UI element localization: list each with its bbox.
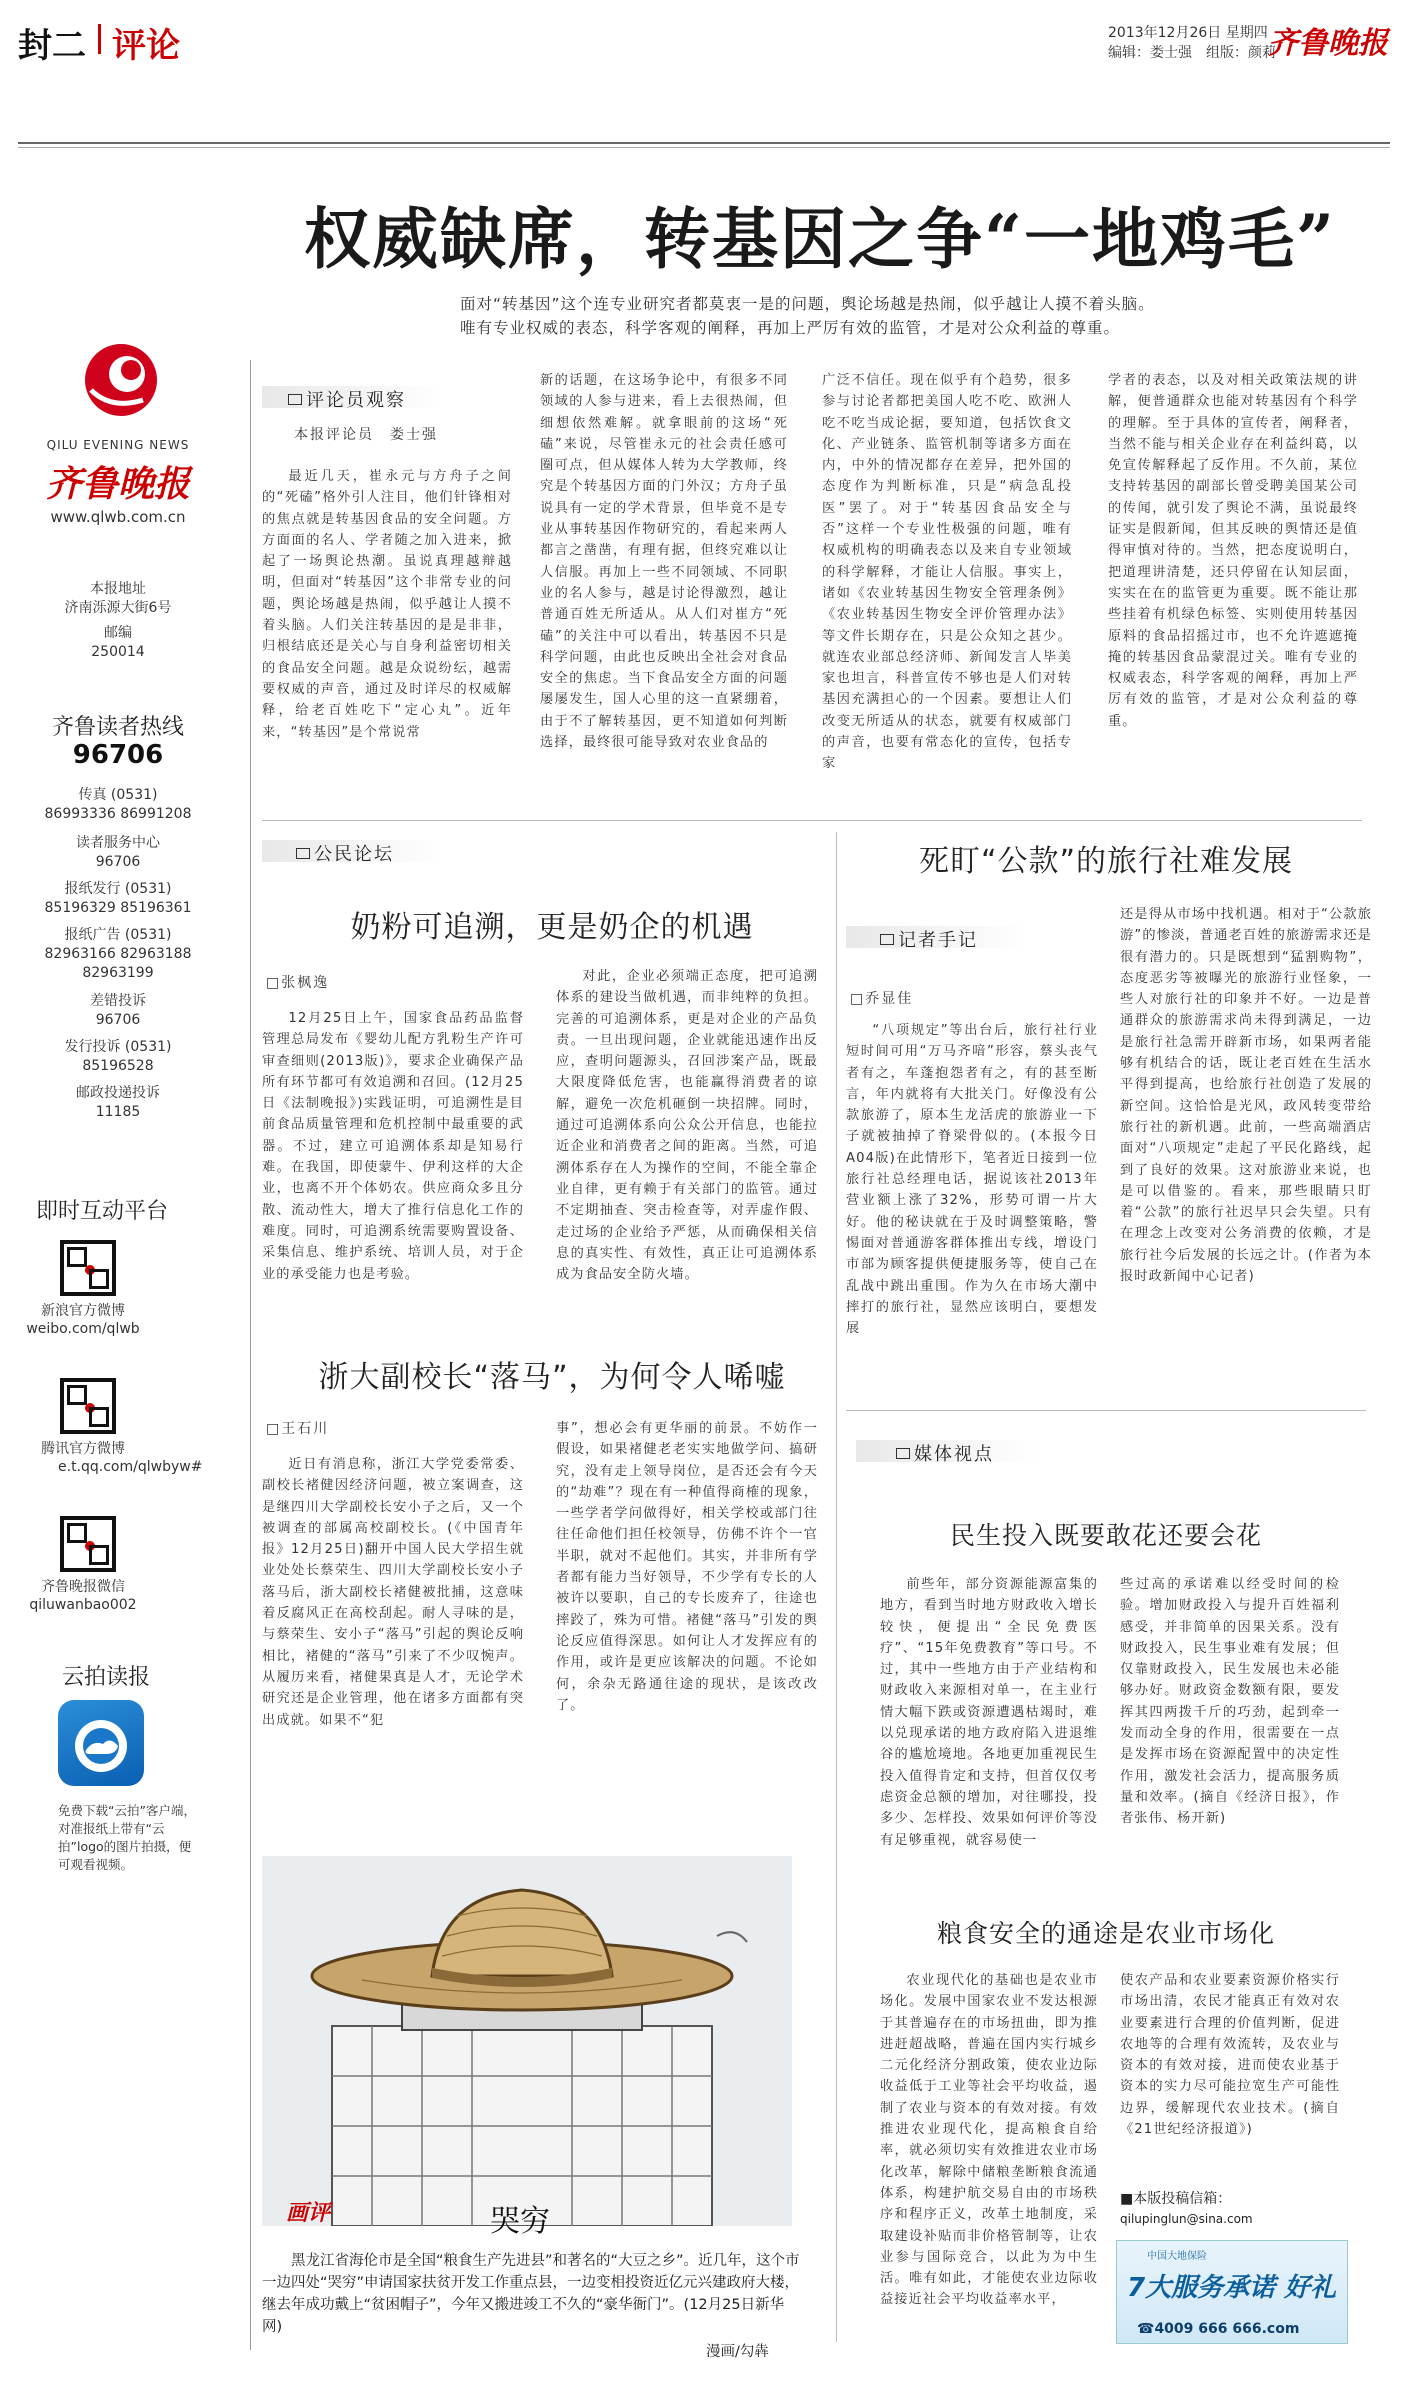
main-headline: 权威缺席，转基因之争“一地鸡毛”	[304, 200, 1336, 278]
reporter-author: □乔显佳	[850, 991, 914, 1007]
cartoon-author: 漫画/勾犇	[706, 2344, 769, 2360]
sidebar-rule	[250, 360, 251, 2350]
delivery-label: 发行投诉 (0531)	[64, 1039, 172, 1055]
citizen-tag	[296, 840, 394, 866]
tencent-label: 腾讯官方微博	[41, 1441, 125, 1457]
main-col3-text: 广泛不信任。现在似乎有个趋势，很多参与讨论者都把美国人吃不吃、欧洲人吃不吃当成论据，要知道，包括饮食文化、产业链条、监管机制等诸多方面在内，中外的情况都存在差异，把外国的态度作为判断标准，只是“病急乱投医”罢了。对于“转基因食品安全与否”这样一个专业性极强的问题，唯有权威机构的明确表态以及来自专业领域的科学解释，才能让人信服。事实上，诸如《农业转基因生物安全管理条例》《农业转基因生物安全评价管理办法》等文件长期存在，只是公众知之甚少。就连农业部总经济师、新闻发言人毕美家也坦言，科普宣传不够也是人们对转基因充满担心的一个因素。要想让人们改变无所适从的状态，就要有权威部门的声音，也要有常态化的宣传，包括专家	[822, 373, 1072, 772]
media-a2-col2	[1120, 1970, 1340, 2170]
delivery-number: 85196528	[82, 1058, 154, 1074]
ad-phone: ☎4009 666 666.com	[1137, 2321, 1300, 2337]
weibo-qr-code[interactable]	[60, 1240, 116, 1296]
cloud-icon	[58, 1700, 144, 1786]
weixin-id: qiluwanbao002	[29, 1597, 137, 1613]
cartoon-frame	[262, 1856, 792, 2226]
weixin-qr-code[interactable]	[60, 1516, 116, 1572]
issue-date	[1108, 22, 1268, 42]
column-divider	[836, 832, 837, 2342]
section-label: 封二	[18, 26, 86, 66]
address-label: 本报地址	[90, 581, 146, 597]
media-top-rule	[846, 1410, 1366, 1411]
main-col2-text: 新的话题，在这场争论中，有很多不同领域的人参与进来，看上去很热闹，但细想依然难解。就拿眼前的这场“死磕”来说，尽管崔永元的社会责任感可圈可点，但从媒体人转为大学教师，终究是个转基因方面的门外汉；方舟子虽说具有一定的学术背景，但毕竟不是专业从事转基因作物研究的，看起来两人都言之凿凿，有理有据，但终究难以让人信服。再加上一些不同领域、不同职业的名人参与，越是讨论得激烈，越让普通百姓无所适从。从人们对崔方“死磕”的关注中可以看出，转基因不只是科学问题，由此也反映出全社会对食品安全的焦虑。当下食品安全方面的问题屡屡发生，国人心里的这一直紧绷着，由于不了解转基因，更不知道如何判断选择，最终很可能导致对农业食品的	[540, 373, 788, 751]
post-label: 邮政投递投诉	[76, 1085, 160, 1101]
media-tag-text: 媒体视点	[914, 1444, 994, 1465]
reporter-col1	[846, 1020, 1098, 1392]
tag-box-icon	[880, 934, 894, 945]
main-col4-text: 学者的表态，以及对相关政策法规的讲解，便普通群众也能对转基因有个科学的理解。至于具体的宣传者，阐释者，当然不能与相关企业存在利益纠葛，以免宣传解释起了反作用。不久前，某位支持转基因的副部长曾受聘美国某公司的传闻，就引发了舆论不满，虽说最终证实是假新闻，但其反映的舆情还是值得审慎对待的。当然，把态度说明白，把道理讲清楚，还只停留在认知层面，实实在在的监管更为重要。既不能让那些挂着有机绿色标签、实则使用转基因原料的食品招摇过市，也不允许遮遮掩掩的转基因食品蒙混过关。唯有专业的权威表态，科学客观的阐释，再加上严厉有效的监管，才是对公众利益的尊重。	[1108, 373, 1358, 729]
logo-emblem-icon	[81, 340, 161, 420]
media-a2-col1	[880, 1970, 1098, 2350]
citizen-article2-author: □王石川	[266, 1421, 330, 1437]
masthead-small: 齐鲁晚报	[1268, 26, 1388, 61]
header-rule	[18, 142, 1390, 144]
hotline-label: 齐鲁读者热线	[51, 715, 184, 740]
reporter-title: 死盯“公款”的旅行社难发展	[918, 844, 1294, 879]
weekday-text: 星期四	[1225, 25, 1268, 41]
page-header	[0, 0, 1409, 80]
citizen-a1-col1-text: 12月25日上午，国家食品药品监督管理总局发布《婴幼儿配方乳粉生产许可审查细则(2013版)》，要求企业确保产品所有环节都可有效追溯和召回。(12月25日《法制晚报》)实践证明，可追溯性是目前食品质量管理和危机控制中最重要的武器。不过，建立可追溯体系却是知易行难。在我国，即使蒙牛、伊利这样的大企业，也离不开个体奶农。供应商众多且分散、流动性大，增大了推行信息化工作的难度。同时，可追溯系统需要购置设备、采集信息、维护系统、培训人员，对于企业的承受能力也是考验。	[262, 1011, 524, 1282]
error-number: 96706	[95, 1012, 141, 1028]
brand-en: QILU EVENING NEWS	[46, 438, 190, 452]
fax-numbers: 86993336 86991208	[44, 806, 192, 822]
media-article1-title: 民生投入既要敢花还要会花	[949, 1521, 1262, 1550]
citizen-a1-col1	[262, 1008, 524, 1342]
tencent-qr-code[interactable]	[60, 1378, 116, 1434]
section-divider	[98, 24, 101, 54]
ad-label: 报纸广告 (0531)	[64, 927, 172, 943]
media-tag	[896, 1440, 994, 1466]
submit-email[interactable]: qilupinglun@sina.com	[1120, 2212, 1253, 2226]
media-a1-col2	[1120, 1574, 1340, 1870]
citizen-article1-title: 奶粉可追溯，更是奶企的机遇	[350, 910, 754, 945]
citizen-a1-col2-text: 对此，企业必须端正态度，把可追溯体系的建设当做机遇，而非纯粹的负担。完善的可追溯体系，更是对企业的产品负责。一旦出现问题，企业就能迅速作出反应，查明问题源头，召回涉案产品，既最大限度降低危害，也能赢得消费者的谅解，避免一次危机砸倒一块招牌。同时，通过可追溯体系向公众公开信息，也能拉近企业和消费者之间的距离。当然，可追溯体系存在人为操作的空间，不能全靠企业自律，更有赖于有关部门的监管。通过不定期抽查、突击检查等，对弄虚作假、走过场的企业给予严惩，从而确保相关信息的真实性、有效性，真正让可追溯体系成为食品安全防火墙。	[556, 969, 818, 1283]
media-a1-col1	[880, 1574, 1098, 1870]
media-article2-title: 粮食安全的通途是农业市场化	[936, 1919, 1275, 1948]
reporter-tag-text: 记者手记	[898, 930, 978, 951]
website-link[interactable]: www.qlwb.com.cn	[50, 508, 186, 526]
citizen-a2-col2-text: 事”，想必会有更华丽的前景。不妨作一假设，如果褚健老老实实地做学问、搞研究，没有走上领导岗位，是否还会有今天的“劫难”？现在有一种值得商榷的现象，一些学者学问做得好，相关学校或部门往往任命他们担任校领导，仿佛不许个一官半职，就对不起他们。其实，并非所有学者都有能力当好领导，不少学有专长的人被许以要职，自己的专长废弃了，往途也摔跤了，殊为可惜。褚健“落马”引发的舆论反应值得深思。如何让人才发挥应有的作用，或许是更应该解决的问题。不论如何，余杂无路通往途的现状，是该改改了。	[556, 1421, 818, 1713]
reporter-col2-text: 还是得从市场中找机遇。相对于“公款旅游”的惨淡，普通老百姓的旅游需求还是很有潜力的。只是既想到“猛割购物”，态度恶劣等被曝光的旅游行业怪象，一些人对旅行社的印象并不好。一边是普通群众的旅游需求尚未得到满足，一边是旅行社急需开辟新市场，如果两者能够有机结合的话，既让老百姓在生活水平得到提高，也给旅行社创造了发展的新空间。这恰恰是光风，政风转变带给旅行社的新机遇。此前，一些高端酒店面对“八项规定”走起了平民化路线，起到了良好的效果。这对旅游业来说，也是可以借鉴的。看来，那些眼睛只盯着“公款”的旅行社迟早只会失望。只有在理念上改变对公务消费的依赖，才是旅行社今后发展的长远之计。(作者为本报时政新闻中心记者)	[1120, 907, 1372, 1285]
weibo-url[interactable]: weibo.com/qlwb	[26, 1321, 140, 1337]
brand-cn: 齐鲁晚报	[45, 463, 190, 505]
tag-box-icon	[296, 848, 310, 859]
header-rule-thin	[18, 147, 1390, 148]
cartoon-title: 哭穷	[490, 2204, 550, 2239]
citizen-a2-col1	[262, 1454, 524, 1842]
main-col1-text: 最近几天，崔永元与方舟子之间的“死磕”格外引人注目，他们针锋相对的焦点就是转基因食品的安全问题。方方面面的名人、学者随之加入进来，掀起了一场舆论热潮。虽说真理越辩越明，但面对“转基因”这个非常专业的问题，舆论场越是热闹，似乎越让人摸不着头脑。人们关注转基因的是是非非，归根结底还是关心与自身利益密切相关的食品安全问题。越是众说纷纭，越需要权威的声音，通过及时详尽的权威解释，给老百姓吃下“定心丸”。近年来，“转基因”是个常说常	[262, 469, 512, 740]
cloud-app-icon[interactable]	[58, 1700, 144, 1786]
main-column-3	[822, 370, 1072, 810]
citizen-tag-text: 公民论坛	[314, 844, 394, 865]
service-number: 96706	[95, 854, 141, 870]
fax-label: 传真 (0531)	[78, 787, 158, 803]
media-a2-col1-text: 农业现代化的基础也是农业市场化。发展中国家农业不发达根源于其普遍存在的市场扭曲，即为推进赶超战略，普遍在国内实行城乡二元化经济分割政策，使农业边际收益低于工业等社会平均收益，遏制了农业与资本的有效对接。有效推进农业现代化，提高粮食自给率，就必须切实有效推进农业市场化改革，解除中储粮垄断粮食流通体系，构建护航交易自由的市场秩序和程序正义，改革土地制度，采取建设补贴而非价格管制等，让农业参与国际竞合，以此为为中生活。唯有如此，才能使农业边际收益接近社会平均收益率水平，	[880, 1973, 1098, 2308]
main-column-1	[262, 466, 512, 810]
hotline-number: 96706	[72, 740, 164, 770]
date-text: 2013年12月26日	[1108, 25, 1222, 41]
distribution-label: 报纸发行 (0531)	[64, 881, 172, 897]
ad-numbers-2: 82963199	[82, 965, 154, 981]
cartoon-illustration	[262, 1856, 792, 2226]
weixin-label: 齐鲁晚报微信	[41, 1579, 125, 1595]
ad-numbers-1: 82963166 82963188	[44, 946, 192, 962]
citizen-a1-col2	[556, 966, 818, 1342]
category-label: 评论	[112, 26, 180, 66]
main-bottom-rule	[262, 820, 1362, 821]
cloud-title: 云拍读报	[62, 1665, 151, 1690]
postcode-label: 邮编	[104, 625, 132, 641]
distribution-numbers: 85196329 85196361	[44, 900, 192, 916]
ad-headline: 7大服务承诺 好礼	[1127, 2273, 1337, 2303]
post-number: 11185	[95, 1104, 141, 1120]
service-label: 读者服务中心	[76, 835, 160, 851]
cloud-description: 免费下载“云拍”客户端，对准报纸上带有“云拍”logo的图片拍摄，便可观看视频。	[58, 1803, 196, 1872]
observer-tag	[288, 386, 406, 412]
media-a1-col2-text: 些过高的承诺难以经受时间的检验。增加财政投入与提升百姓福利感受，并非简单的因果关系。没有财政投入，民生事业难有发展；但仅靠财政投入，民生发展也未必能够办好。财政资金数额有限，要发挥其四两拨千斤的巧劲，起到牵一发而动全身的作用，很需要在一点是发挥市场在资源配置中的决定性作用，激发社会活力，提高服务质量和效率。(摘自《经济日报》，作者张伟、杨开新)	[1120, 1577, 1340, 1827]
address: 济南泺源大街6号	[64, 600, 172, 616]
weibo-label: 新浪官方微博	[41, 1303, 125, 1319]
postcode: 250014	[91, 644, 145, 660]
submit-label: ■本版投稿信箱：	[1120, 2191, 1232, 2207]
media-a1-col1-text: 前些年，部分资源能源富集的地方，看到当时地方财政收入增长较快，便提出“全民免费医疗”、“15年免费教育”等口号。不过，其中一些地方由于产业结构和财政收入来源相对单一，在主业行情大幅下跌或资源遭遇枯竭时，难以兑现承诺的地方政府陷入进退维谷的尴尬境地。各地更加重视民生投入值得肯定和支持，但首仅仅考虑资金总额的增加，对往哪投，投多少、怎样投、效果如何评价等没有足够重视，就容易使一	[880, 1577, 1098, 1848]
interact-title: 即时互动平台	[36, 1199, 169, 1224]
tag-box-icon	[288, 394, 302, 405]
ad-brand: 中国大地保险	[1147, 2251, 1207, 2262]
main-column-2	[540, 370, 788, 810]
error-label: 差错投诉	[90, 993, 146, 1009]
cartoon-caption: 黑龙江省海伦市是全国“粮食生产先进县”和著名的“大豆之乡”。近几年，这个市一边四处“哭穷”申请国家扶贫开发工作重点县，一边变相投资近亿元兴建政府大楼，继去年成功戴上“贫困帽子”，今年又搬进竣工不久的“豪华衙门”。(12月25日新华网)	[262, 2253, 800, 2335]
tencent-url[interactable]: e.t.qq.com/qlwbyw#	[58, 1459, 203, 1475]
observer-tag-text: 评论员观察	[306, 390, 406, 411]
reporter-tag	[880, 926, 978, 952]
reporter-col2	[1120, 904, 1372, 1392]
editor-line: 编辑：娄士强 组版：颜莉	[1108, 45, 1276, 61]
tag-box-icon	[896, 1448, 910, 1459]
citizen-article2-title: 浙大副校长“落马”，为何令人唏嘘	[318, 1360, 786, 1395]
main-lead: 面对“转基因”这个连专业研究者都莫衷一是的问题，舆论场越是热闹，似乎越让人摸不着头脑。唯有专业权威的表态，科学客观的阐释，再加上严厉有效的监管，才是对公众利益的尊重。	[460, 295, 1155, 337]
reporter-col1-text: “八项规定”等出台后，旅行社行业短时间可用“万马齐喑”形容，蔡头丧气者有之，车蓬抱怨者有之，有的甚至断言，年内就将有大批关门。好像没有公款旅游了，原本生龙活虎的旅游业一下子就被抽掉了脊梁骨似的。(本报今日A04版)在此情形下，笔者近日接到一位旅行社总经理电话，据说该社2013年营业额上涨了32%，形势可谓一片大好。他的秘诀就在于及时调整策略，警惕面对普通游客群体推出专线，增设门市部为顾客提供便捷服务等，使自己在乱战中跳出重围。作为久在市场大潮中摔打的旅行社，显然应该明白，要想发展	[846, 1023, 1098, 1337]
citizen-a2-col1-text: 近日有消息称，浙江大学党委常委、副校长褚健因经济问题，被立案调查，这是继四川大学副校长安小子之后，又一个被调查的部属高校副校长。(《中国青年报》12月25日)翻开中国人民大学招生就业处处长蔡荣生、四川大学副校长安小子落马后，浙大副校长褚健被批捕，这意味着反腐风正在高校刮起。耐人寻味的是，与蔡荣生、安小子“落马”引起的舆论反响相比，褚健的“落马”引来了不少叹惋声。从履历来看，褚健果真是人才，无论学术研究还是企业管理，他在诸多方面都有突出成就。如果不“犯	[262, 1457, 524, 1728]
cartoon-brand: 画评	[286, 2200, 331, 2226]
main-column-4	[1108, 370, 1358, 810]
citizen-article1-author: □张枫逸	[266, 975, 330, 991]
citizen-a2-col2	[556, 1418, 818, 1842]
media-a2-col2-text: 使农产品和农业要素资源价格实行市场出清，农民才能真正有效对农业要素进行合理的价值判断，促进农地等的合理有效流转，及农业与资本的有效对接，进而使农业基于资本的实力尽可能拉宽生产可能性边界，缓解现代农业技术。(摘自《21世纪经济报道》)	[1120, 1973, 1340, 2138]
observer-byline: 本报评论员 娄士强	[294, 427, 438, 443]
ad-banner[interactable]	[1116, 2240, 1348, 2344]
